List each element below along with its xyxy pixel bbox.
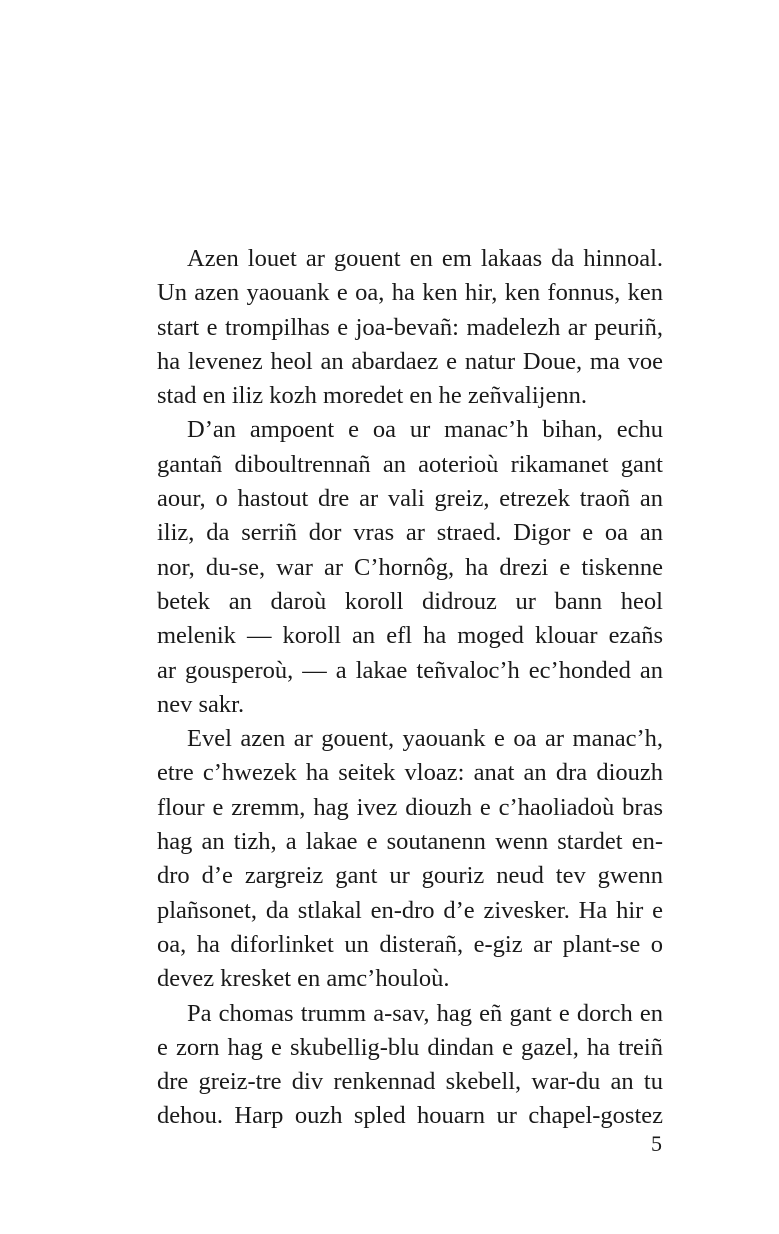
- text-line: plañsonet, da stlakal en-dro d’e zivesker. Ha hir e: [157, 896, 663, 924]
- text-line: nev sakr.: [157, 690, 245, 718]
- text-line: hag an tizh, a lakae e soutanenn wenn stardet en-: [157, 828, 663, 856]
- text-line: betek an daroù koroll didrouz ur bann heol: [157, 587, 663, 615]
- text-line: oa, ha diforlinket un disterañ, e-giz ar plant-se o: [157, 930, 663, 958]
- text-line: dre greiz-tre div renkennad skebell, war-du an tu: [157, 1068, 663, 1096]
- text-line: ha levenez heol an abardaez e natur Doue, ma voe: [157, 347, 663, 375]
- text-line: iliz, da serriñ dor vras ar straed. Digor e oa an: [157, 519, 663, 547]
- text-line: melenik — koroll an efl ha moged klouar ezañs: [157, 622, 663, 650]
- text-line: nor, du-se, war ar C’hornôg, ha drezi e tiskenne: [157, 553, 663, 581]
- text-line: gantañ diboultrennañ an aoterioù rikamanet gant: [157, 450, 663, 478]
- text-line: devez kresket en amc’houloù.: [157, 965, 450, 993]
- text-line: Evel azen ar gouent, yaouank e oa ar manac’h,: [187, 725, 663, 753]
- text-line: ar gousperoù, — a lakae teñvaloc’h ec’honded an: [157, 656, 663, 684]
- text-line: Azen louet ar gouent en em lakaas da hinnoal.: [187, 245, 663, 272]
- page-number: 5: [651, 1131, 662, 1156]
- text-line: dro d’e zargreiz gant ur gouriz neud tev gwenn: [157, 862, 663, 890]
- text-line: flour e zremm, hag ivez diouzh e c’haoliadoù bras: [157, 793, 663, 821]
- text-line: aour, o hastout dre ar vali greiz, etrezek traoñ an: [157, 485, 663, 513]
- text-line: stad en iliz kozh moredet en he zeñvalijenn.: [157, 382, 587, 410]
- text-line: e zorn hag e skubellig-blu dindan e gazel, ha treiñ: [157, 1033, 663, 1061]
- text-line: start e trompilhas e joa-bevañ: madelezh ar peuriñ,: [157, 313, 663, 341]
- text-line: Pa chomas trumm a-sav, hag eñ gant e dorch en: [187, 999, 663, 1027]
- body-text: [157, 242, 663, 1134]
- text-line: dehou. Harp ouzh spled houarn ur chapel-gostez: [157, 1102, 663, 1130]
- text-line: D’an ampoent e oa ur manac’h bihan, echu: [187, 416, 663, 444]
- text-line: Un azen yaouank e oa, ha ken hir, ken fonnus, ken: [157, 279, 663, 307]
- text-line: etre c’hwezek ha seitek vloaz: anat an dra diouzh: [157, 759, 663, 787]
